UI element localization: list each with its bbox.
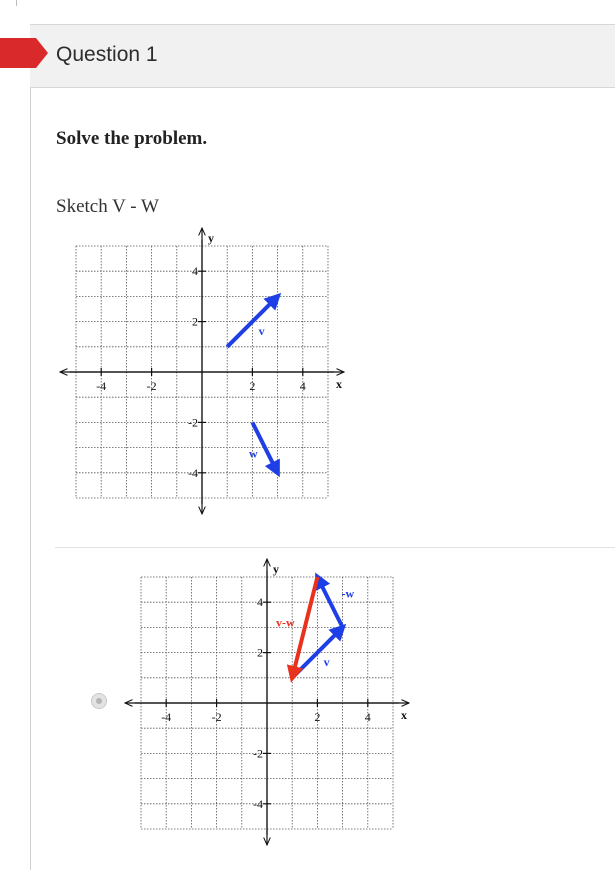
problem-prompt: Sketch V - W (56, 196, 159, 217)
a-y-tick-label: -4 (253, 796, 263, 811)
a-x-tick-label: 4 (364, 710, 371, 724)
problem-graph (52, 232, 352, 517)
a-x-tick-label: -4 (161, 710, 172, 724)
a-vector-label: v (323, 654, 330, 669)
p-x-tick-label: -4 (96, 379, 107, 393)
question-flag-icon[interactable] (0, 38, 48, 68)
a-y-tick-label: -2 (253, 746, 263, 761)
a-x-axis-label: x (401, 708, 407, 722)
a-y-tick-label: 4 (257, 595, 263, 610)
p-vector-label: v (258, 323, 265, 338)
p-y-tick-label: -2 (188, 415, 198, 430)
a-x-tick-label: -2 (211, 710, 222, 724)
p-x-axis-label: x (336, 377, 342, 391)
top-strip (0, 0, 615, 18)
p-y-axis-label: y (208, 231, 214, 245)
a-y-tick-label: 2 (257, 645, 263, 660)
question-title: Question 1 (56, 43, 158, 66)
a-x-tick-label: 2 (314, 710, 321, 724)
option-divider (55, 547, 615, 548)
answer-option-graph[interactable] (118, 562, 418, 852)
problem-instruction: Solve the problem. (56, 128, 208, 149)
a-vector-label: v-w (276, 615, 295, 630)
p-x-tick-label: -2 (146, 379, 157, 393)
p-vector-label: w (249, 446, 258, 461)
answer-radio-dot (96, 698, 102, 704)
p-x-tick-label: 4 (299, 379, 306, 393)
p-y-tick-label: -4 (188, 465, 198, 480)
p-y-tick-label: 2 (192, 314, 198, 329)
answer-radio[interactable] (91, 693, 107, 709)
p-x-tick-label: 2 (249, 379, 256, 393)
p-y-tick-label: 4 (192, 264, 198, 279)
top-tick (16, 0, 17, 6)
a-y-axis-label: y (273, 562, 279, 576)
a-vector-label: -w (341, 586, 355, 601)
